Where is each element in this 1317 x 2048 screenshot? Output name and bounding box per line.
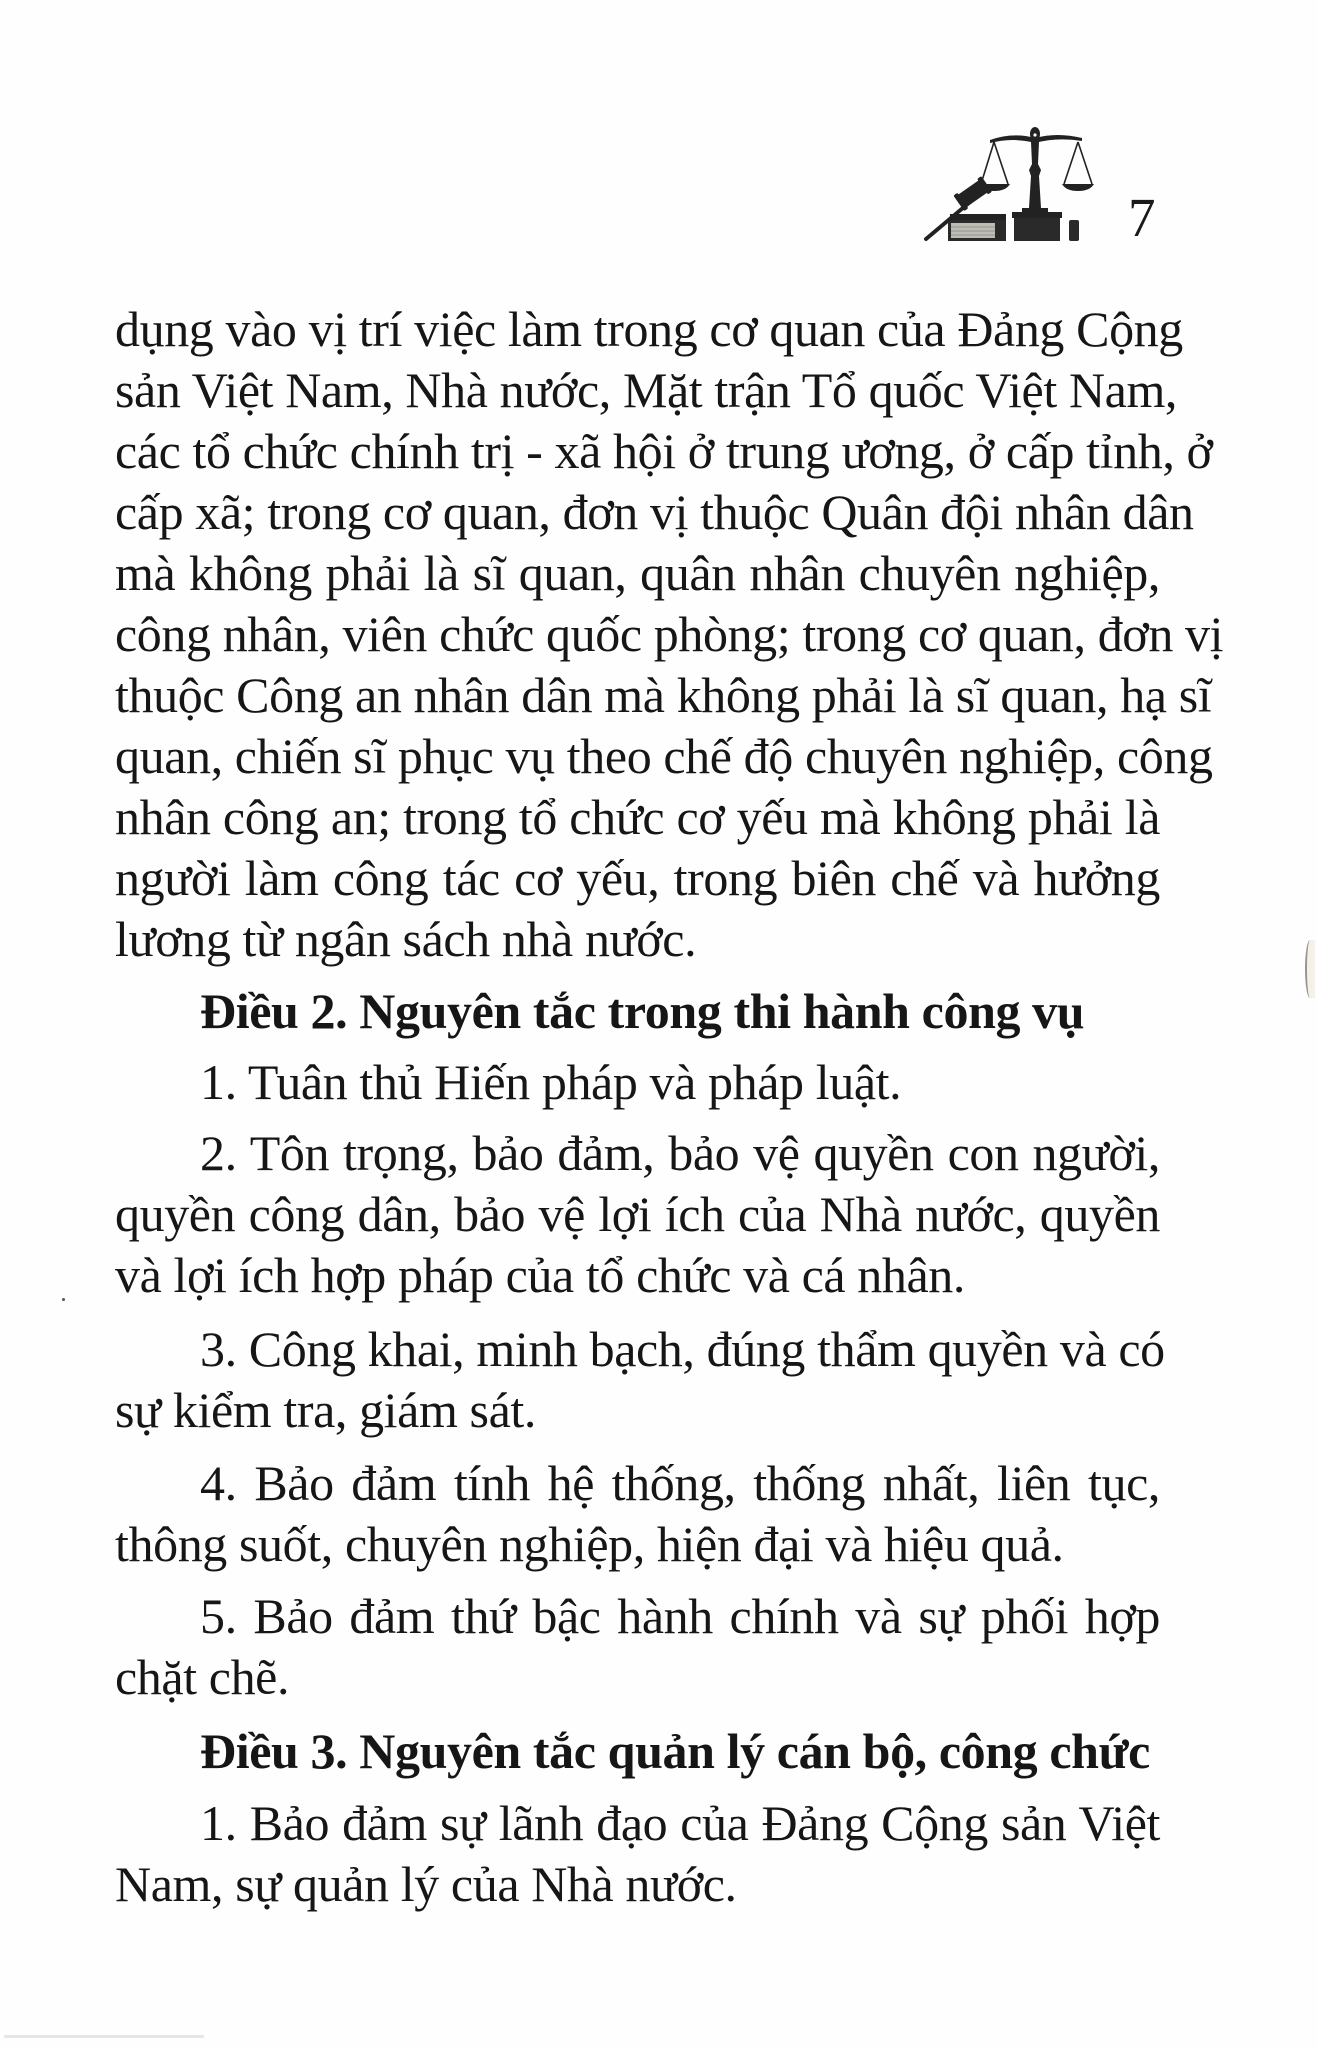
- text-line: dụng vào vị trí việc làm trong cơ quan của Đảng Cộng: [115, 301, 1183, 357]
- text-line: nhân công an; trong tổ chức cơ yếu mà không phải là: [115, 789, 1160, 845]
- clause-5: 5. Bảo đảm thứ bậc hành chính và sự phối hợp: [200, 1588, 1160, 1644]
- text-line: quyền công dân, bảo vệ lợi ích của Nhà nước, quyền: [115, 1186, 1160, 1242]
- clause-1: 1. Tuân thủ Hiến pháp và pháp luật.: [200, 1054, 902, 1110]
- scan-speck: [62, 1298, 65, 1301]
- text-line: công nhân, viên chức quốc phòng; trong cơ quan, đơn vị: [115, 606, 1224, 662]
- text-line: và lợi ích hợp pháp của tổ chức và cá nhân.: [115, 1247, 965, 1303]
- text-line: sản Việt Nam, Nhà nước, Mặt trận Tổ quốc Việt Nam,: [115, 362, 1178, 418]
- text-line: người làm công tác cơ yếu, trong biên chế và hưởng: [115, 850, 1160, 906]
- article-heading: Điều 2. Nguyên tắc trong thi hành công vụ: [200, 983, 1085, 1039]
- text-line: cấp xã; trong cơ quan, đơn vị thuộc Quân đội nhân dân: [115, 484, 1194, 540]
- text-line: thuộc Công an nhân dân mà không phải là sĩ quan, hạ sĩ: [115, 667, 1212, 723]
- text-line: sự kiểm tra, giám sát.: [115, 1382, 536, 1438]
- text-line: quan, chiến sĩ phục vụ theo chế độ chuyên nghiệp, công: [115, 728, 1213, 784]
- text-line: chặt chẽ.: [115, 1649, 290, 1705]
- scan-artifact: [1305, 940, 1315, 998]
- clause-1: 1. Bảo đảm sự lãnh đạo của Đảng Cộng sản Việt: [200, 1795, 1160, 1851]
- scan-artifact: [4, 2035, 204, 2038]
- article-heading: Điều 3. Nguyên tắc quản lý cán bộ, công chức: [200, 1723, 1150, 1779]
- text-line: Nam, sự quản lý của Nhà nước.: [115, 1856, 737, 1912]
- page-number: 7: [1128, 187, 1156, 248]
- clause-3: 3. Công khai, minh bạch, đúng thẩm quyền và có: [200, 1321, 1165, 1377]
- text-line: mà không phải là sĩ quan, quân nhân chuyên nghiệp,: [115, 545, 1160, 601]
- text-line: các tổ chức chính trị - xã hội ở trung ương, ở cấp tỉnh, ở: [115, 423, 1213, 479]
- clause-4: 4. Bảo đảm tính hệ thống, thống nhất, liên tục,: [200, 1455, 1160, 1511]
- clause-2: 2. Tôn trọng, bảo đảm, bảo vệ quyền con người,: [200, 1125, 1160, 1181]
- text-line: thông suốt, chuyên nghiệp, hiện đại và hiệu quả.: [115, 1516, 1064, 1572]
- text-line: lương từ ngân sách nhà nước.: [115, 911, 697, 967]
